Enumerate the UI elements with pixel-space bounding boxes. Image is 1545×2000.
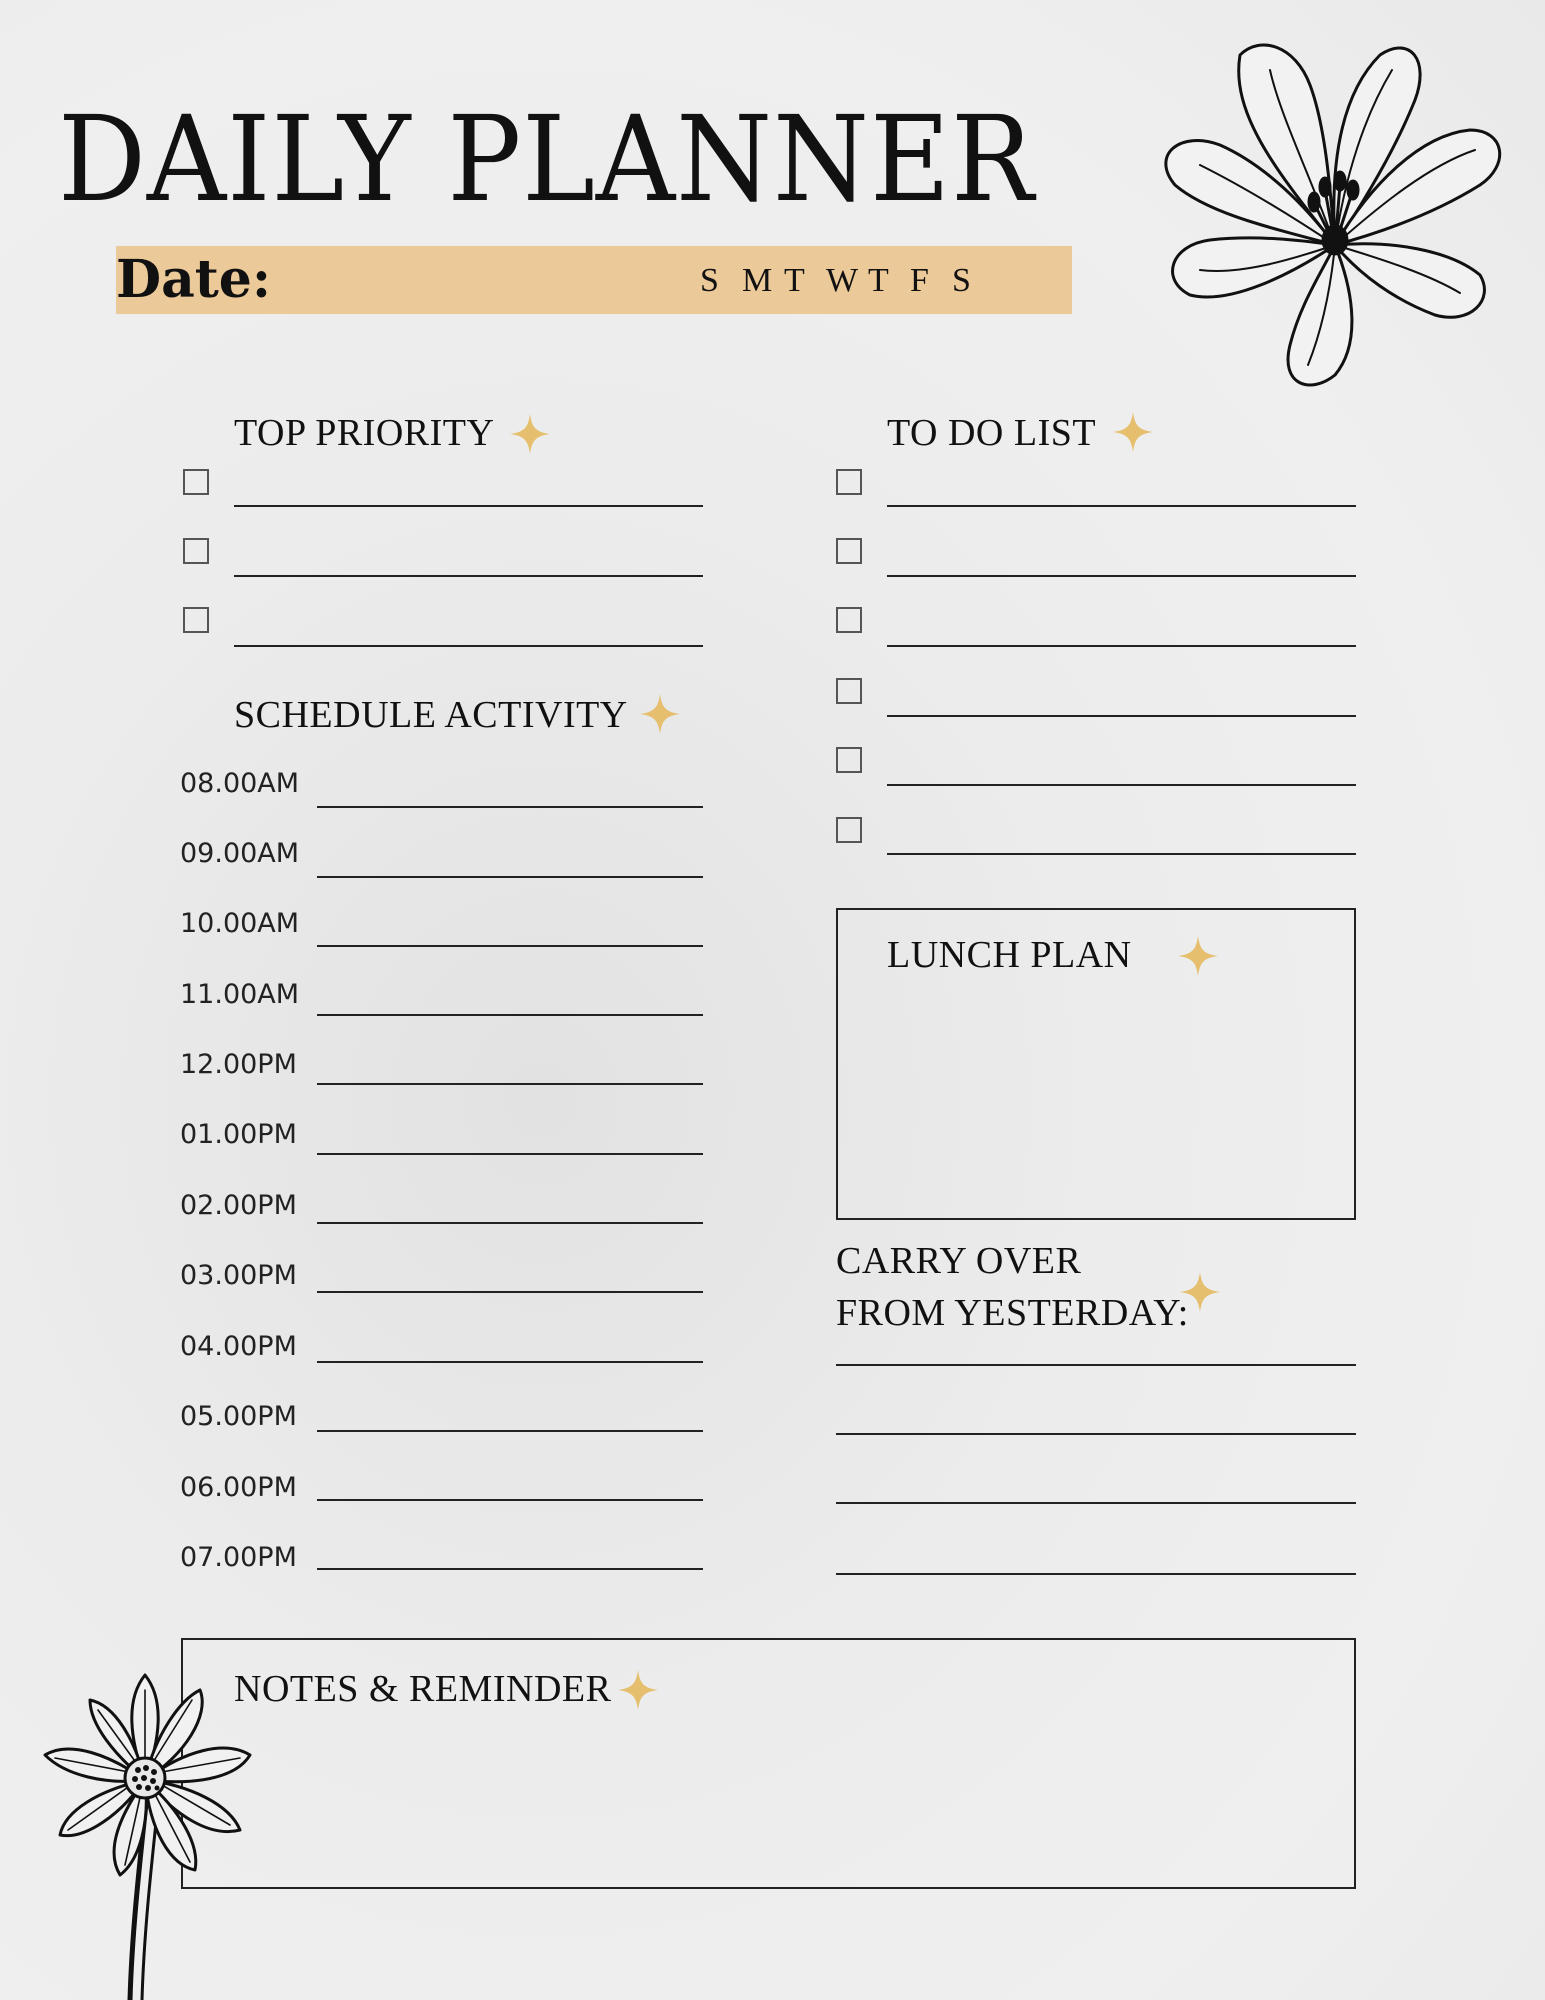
day-wednesday[interactable]: W — [826, 262, 860, 299]
flower-top-icon — [1130, 15, 1520, 395]
todo-line-5[interactable] — [887, 784, 1356, 786]
schedule-time: 12.00PM — [180, 1049, 297, 1080]
schedule-line[interactable] — [317, 1153, 703, 1155]
schedule-line[interactable] — [317, 945, 703, 947]
todo-list-title: TO DO LIST — [887, 412, 1097, 454]
day-monday[interactable]: M — [742, 262, 774, 299]
priority-checkbox-1[interactable] — [183, 469, 209, 495]
schedule-line[interactable] — [317, 876, 703, 878]
priority-line-3[interactable] — [234, 645, 703, 647]
schedule-line[interactable] — [317, 1083, 703, 1085]
schedule-time: 01.00PM — [180, 1119, 297, 1150]
schedule-time: 03.00PM — [180, 1260, 297, 1291]
schedule-line[interactable] — [317, 1222, 703, 1224]
carry-over-title-line2: FROM YESTERDAY: — [836, 1292, 1189, 1334]
todo-line-3[interactable] — [887, 645, 1356, 647]
priority-checkbox-2[interactable] — [183, 538, 209, 564]
schedule-time: 06.00PM — [180, 1472, 297, 1503]
notes-title: NOTES & REMINDER — [234, 1668, 612, 1710]
todo-checkbox-4[interactable] — [836, 678, 862, 704]
schedule-line[interactable] — [317, 1014, 703, 1016]
schedule-line[interactable] — [317, 1499, 703, 1501]
top-priority-title: TOP PRIORITY — [234, 412, 495, 454]
day-thursday[interactable]: T — [868, 262, 890, 299]
day-saturday[interactable]: S — [952, 262, 972, 299]
sparkle-star-icon — [1180, 1272, 1220, 1312]
date-label: Date: — [116, 249, 272, 310]
priority-checkbox-3[interactable] — [183, 607, 209, 633]
todo-checkbox-3[interactable] — [836, 607, 862, 633]
schedule-line[interactable] — [317, 1568, 703, 1570]
carry-over-title-line1: CARRY OVER — [836, 1240, 1082, 1282]
schedule-time: 08.00AM — [180, 768, 300, 799]
schedule-title: SCHEDULE ACTIVITY — [234, 694, 628, 736]
schedule-time: 05.00PM — [180, 1401, 297, 1432]
day-friday[interactable]: F — [910, 262, 930, 299]
schedule-line[interactable] — [317, 806, 703, 808]
schedule-time: 07.00PM — [180, 1542, 297, 1573]
priority-line-1[interactable] — [234, 505, 703, 507]
schedule-time: 02.00PM — [180, 1190, 297, 1221]
sparkle-star-icon — [1178, 936, 1218, 976]
sparkle-star-icon — [618, 1670, 658, 1710]
todo-line-6[interactable] — [887, 853, 1356, 855]
schedule-time: 09.00AM — [180, 838, 300, 869]
schedule-time: 04.00PM — [180, 1331, 297, 1362]
todo-line-2[interactable] — [887, 575, 1356, 577]
todo-checkbox-1[interactable] — [836, 469, 862, 495]
carry-over-line-1[interactable] — [836, 1364, 1356, 1366]
schedule-line[interactable] — [317, 1361, 703, 1363]
carry-over-line-4[interactable] — [836, 1573, 1356, 1575]
sparkle-star-icon — [1113, 412, 1153, 452]
day-tuesday[interactable]: T — [784, 262, 806, 299]
weekday-selector — [700, 262, 972, 300]
schedule-time: 11.00AM — [180, 979, 300, 1010]
page-title: DAILY PLANNER — [58, 90, 1035, 228]
carry-over-title — [836, 1235, 1189, 1339]
todo-line-1[interactable] — [887, 505, 1356, 507]
sparkle-star-icon — [510, 414, 550, 454]
flower-bottom-icon — [20, 1670, 270, 2000]
todo-line-4[interactable] — [887, 715, 1356, 717]
todo-checkbox-5[interactable] — [836, 747, 862, 773]
schedule-line[interactable] — [317, 1291, 703, 1293]
priority-line-2[interactable] — [234, 575, 703, 577]
day-sunday[interactable]: S — [700, 262, 720, 299]
carry-over-line-2[interactable] — [836, 1433, 1356, 1435]
schedule-line[interactable] — [317, 1430, 703, 1432]
todo-checkbox-2[interactable] — [836, 538, 862, 564]
schedule-time: 10.00AM — [180, 908, 300, 939]
lunch-plan-title: LUNCH PLAN — [887, 934, 1132, 976]
sparkle-star-icon — [640, 694, 680, 734]
carry-over-line-3[interactable] — [836, 1502, 1356, 1504]
todo-checkbox-6[interactable] — [836, 817, 862, 843]
